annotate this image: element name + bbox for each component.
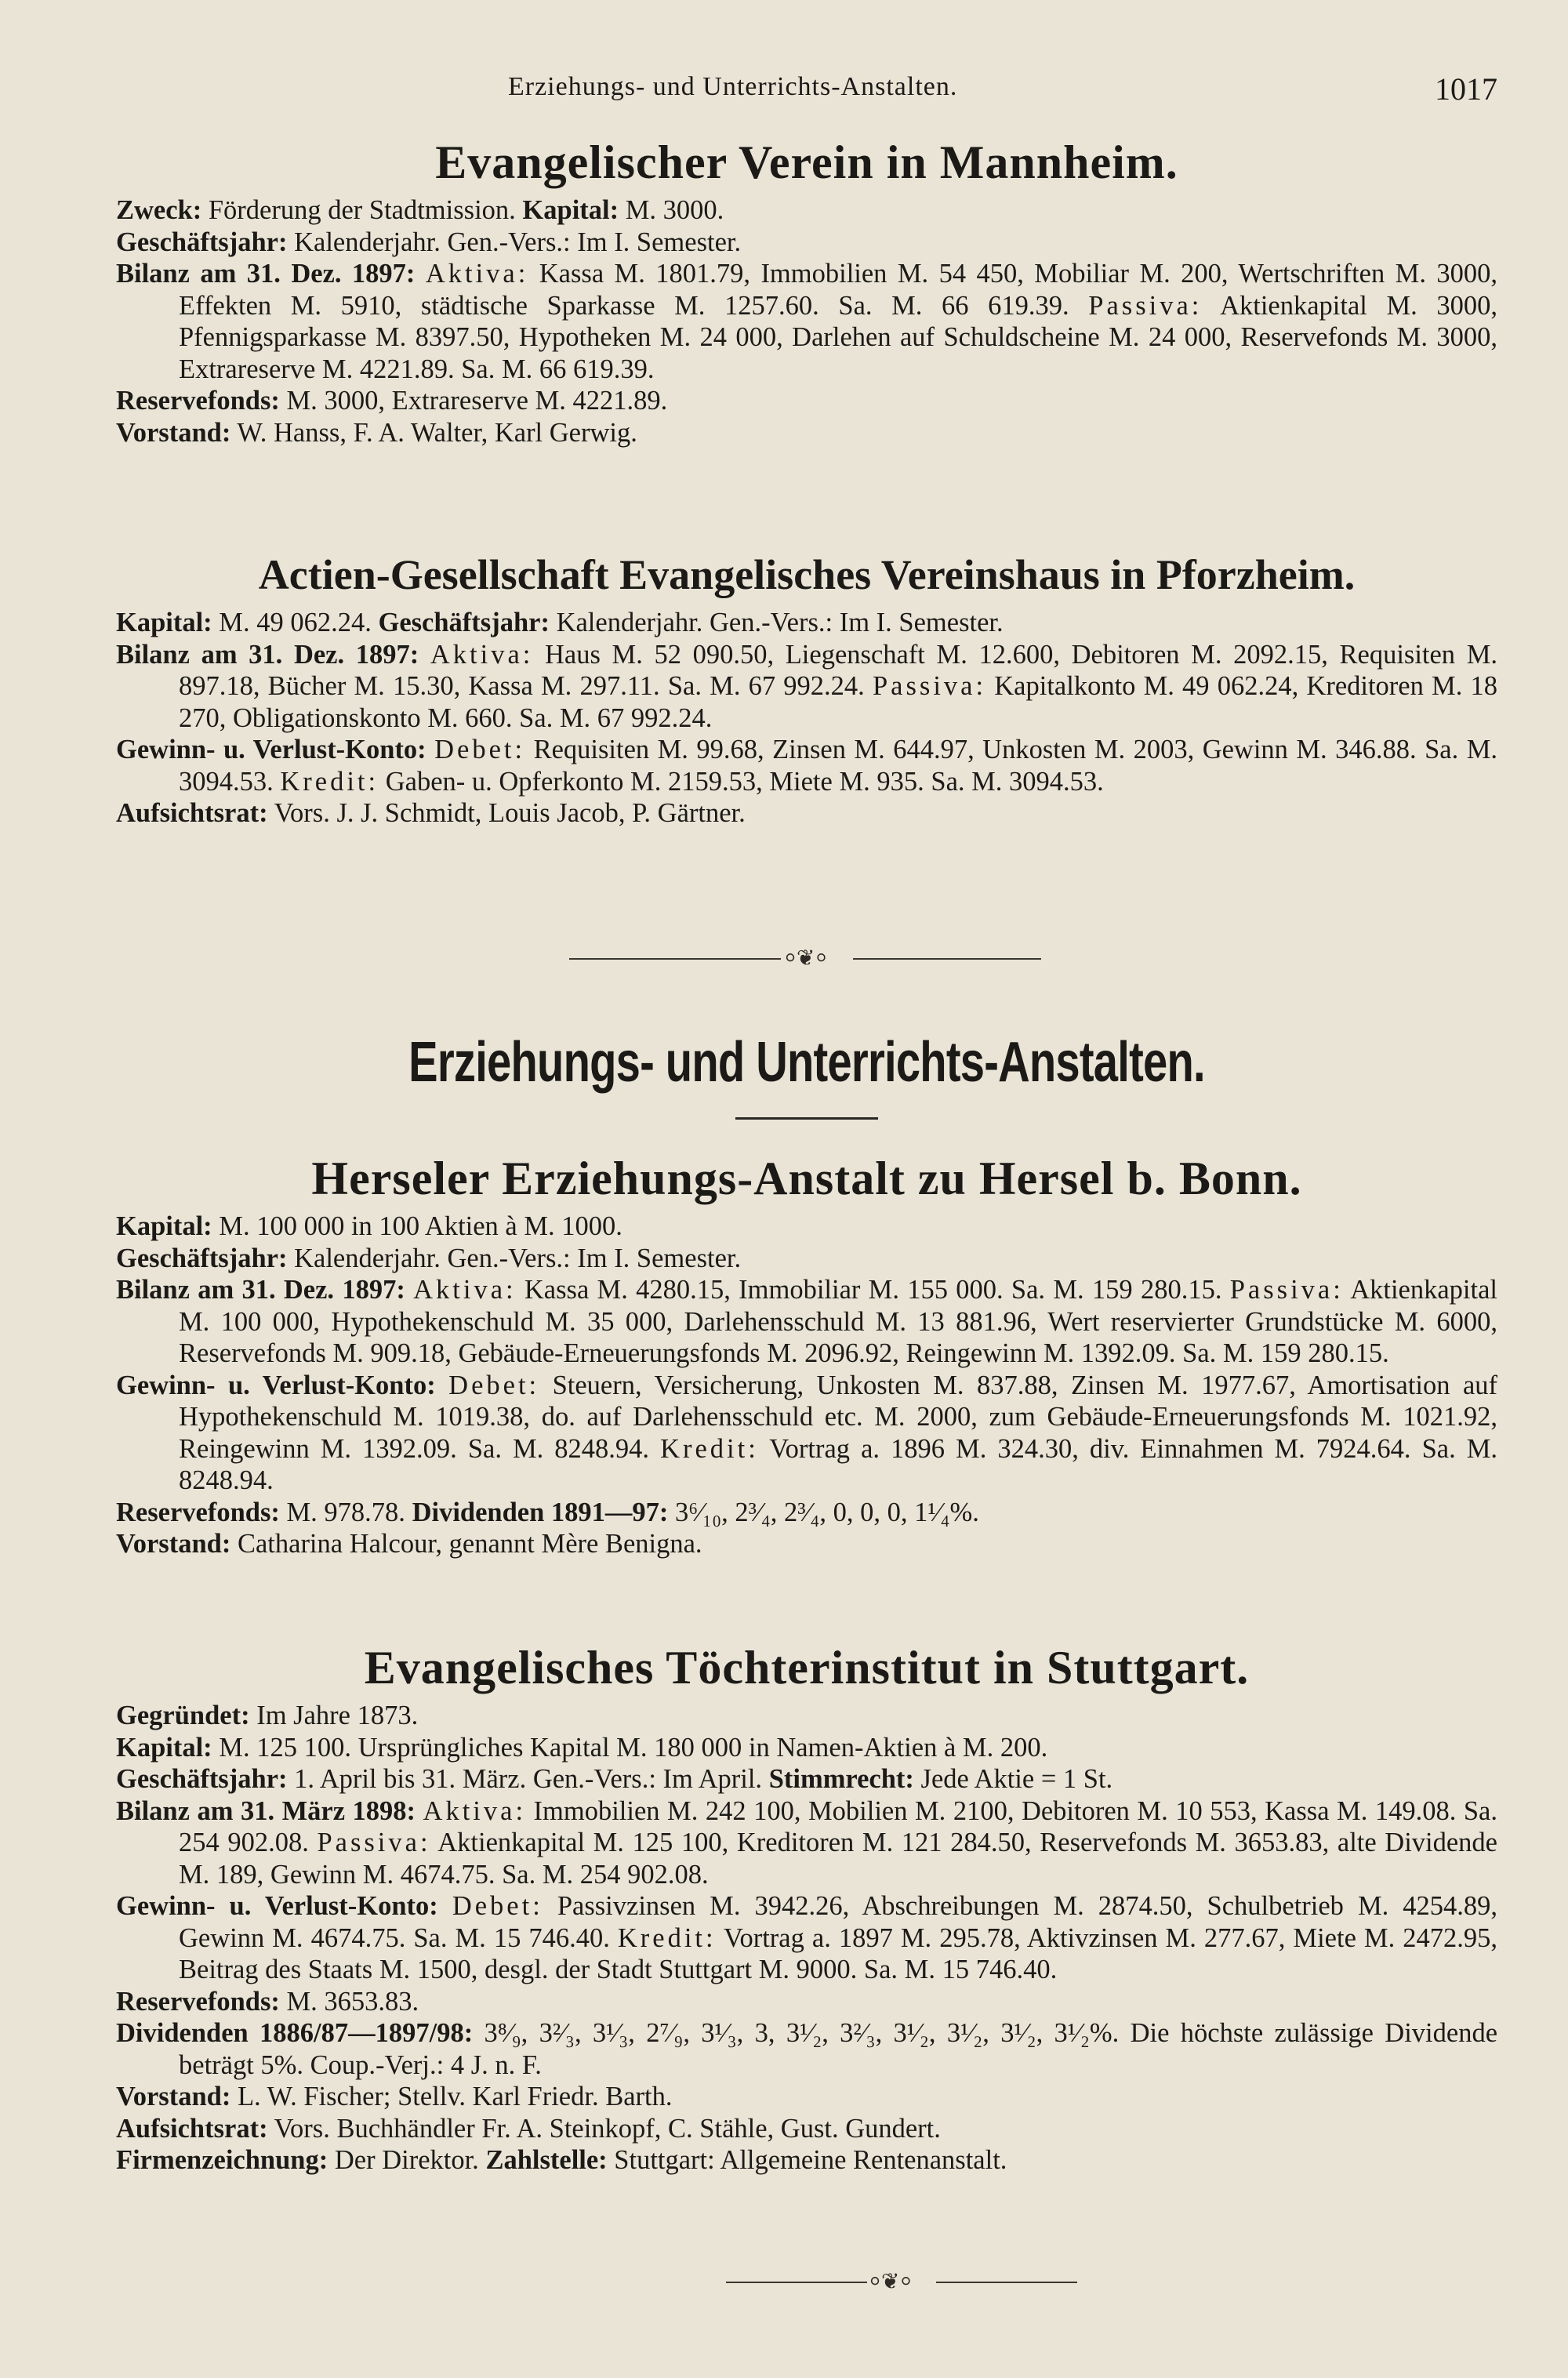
gj-text: Kalenderjahr. Gen.-Vers.: Im I. Semester. bbox=[287, 1243, 742, 1273]
stimmrecht-label: Stimmrecht: bbox=[768, 1764, 914, 1794]
kredit-label: Kredit: bbox=[280, 766, 379, 797]
company-name: Evangelischer Verein in Mannheim. bbox=[435, 136, 1178, 188]
aktiva-label: Aktiva: bbox=[430, 639, 534, 670]
aufsicht-text: Vors. Buchhändler Fr. A. Steinkopf, C. Stähle, Gust. Gundert. bbox=[267, 2113, 941, 2144]
vorstand-line bbox=[116, 2081, 1497, 2113]
geschaeftsjahr-line bbox=[116, 1243, 1497, 1275]
company-name: Evangelisches Töchterinstitut in Stuttgart. bbox=[364, 1642, 1250, 1694]
running-title: Erziehungs- und Unterrichts-Anstalten. bbox=[508, 72, 958, 101]
zweck-line bbox=[116, 194, 1497, 227]
kapital-label: Kapital: bbox=[116, 608, 212, 637]
bilanz-block bbox=[116, 1274, 1497, 1370]
dividenden-label: Dividenden 1886/87—1897/98: bbox=[116, 2018, 474, 2048]
gegruendet-text: Im Jahre 1873. bbox=[249, 1701, 419, 1730]
vorstand-text: W. Hanss, F. A. Walter, Karl Gerwig. bbox=[230, 417, 637, 448]
kapital-text: M. 3000. bbox=[619, 195, 724, 225]
debet-label: Debet: bbox=[434, 735, 526, 764]
bilanz-block bbox=[116, 258, 1497, 385]
debet-text: Passivzinsen M. 3942.26, Abschreibungen M. 2874.50, Schulbetrieb M. 4254.89, Gewinn M. 4674.75. Sa. M. 15 746.40. bbox=[179, 1891, 1498, 1953]
gewinn-verlust-block bbox=[116, 1890, 1497, 1986]
stimmrecht-text: Jede Aktie = 1 St. bbox=[913, 1764, 1113, 1794]
passiva-label: Passiva: bbox=[873, 671, 987, 701]
aktiva-text: Immobilien M. 242 100, Mobilien M. 2100, Debitoren M. 10 553, Kassa M. 149.08. Sa. 254 902.08. bbox=[179, 1795, 1497, 1857]
entry-toechterinstitut-stuttgart bbox=[116, 1640, 1497, 2177]
passiva-label: Passiva: bbox=[317, 1828, 431, 1857]
vorstand-text: Catharina Halcour, genannt Mère Benigna. bbox=[230, 1529, 702, 1559]
aktiva-text: Haus M. 52 090.50, Liegenschaft M. 12.600, Debitoren M. 2092.15, Requisiten M. 897.18, Bücher M. 15.30, Kassa M. 297.11. Sa. M. 67 992.24. bbox=[179, 639, 1497, 701]
zweck-text: Förderung der Stadtmission. bbox=[201, 195, 516, 225]
fleuron-icon: ⸰❦⸰ bbox=[784, 945, 828, 971]
bilanz-block bbox=[116, 1795, 1497, 1891]
aufsicht-label: Aufsichtsrat: bbox=[116, 798, 268, 828]
bilanz-label: Bilanz am 31. Dez. 1897: bbox=[116, 639, 419, 670]
reserve-text: M. 3000, Extrareserve M. 4221.89. bbox=[279, 386, 668, 416]
aufsichtsrat-line bbox=[116, 2113, 1497, 2145]
aktiva-label: Aktiva: bbox=[413, 1275, 517, 1305]
aktiva-text: Kassa M. 4280.15, Immobiliar M. 155 000. Sa. M. 159 280.15. bbox=[516, 1275, 1222, 1305]
aktiva-label: Aktiva: bbox=[425, 259, 529, 289]
section-rule bbox=[735, 1117, 878, 1120]
kredit-text: Vortrag a. 1896 M. 324.30, div. Einnahmen M. 7924.64. Sa. M. 8248.94. bbox=[179, 1433, 1498, 1495]
vorstand-label: Vorstand: bbox=[116, 1529, 231, 1559]
kapital-line bbox=[116, 1211, 1497, 1243]
kapital-line bbox=[116, 1732, 1497, 1764]
vorstand-label: Vorstand: bbox=[116, 417, 231, 448]
passiva-text: Aktienkapital M. 125 100, Kreditoren M. 121 284.50, Reservefonds M. 3653.83, alte Dividende M. 189, Gewinn M. 4674.75. Sa. M. 254 902.08. bbox=[179, 1828, 1497, 1890]
running-header bbox=[116, 72, 1497, 111]
firma-label: Firmenzeichnung: bbox=[116, 2145, 328, 2175]
firmenzeichnung-line bbox=[116, 2144, 1497, 2177]
debet-label: Debet: bbox=[452, 1891, 543, 1921]
kapital-label: Kapital: bbox=[116, 1211, 212, 1241]
gj-label: Geschäftsjahr: bbox=[116, 227, 288, 257]
reserve-text: M. 978.78. bbox=[279, 1497, 412, 1527]
passiva-text: Aktienkapital M. 3000, Pfennigsparkasse M. 8397.50, Hypotheken M. 24 000, Darlehen auf Schuldscheine M. 24 000, Reservefonds M. 3000, Extrareserve M. 4221.89. Sa. M. 66 619.39. bbox=[179, 290, 1497, 384]
zahlstelle-label: Zahlstelle: bbox=[485, 2145, 608, 2175]
kredit-label: Kredit: bbox=[617, 1922, 717, 1953]
gewinn-verlust-block bbox=[116, 1370, 1497, 1497]
dividenden-text: 3⁶⁄₁₀, 2³⁄₄, 2³⁄₄, 0, 0, 0, 1¹⁄₄%. bbox=[668, 1497, 979, 1527]
dividenden-block bbox=[116, 2017, 1497, 2081]
passiva-label: Passiva: bbox=[1088, 290, 1203, 321]
reserve-label: Reservefonds: bbox=[116, 386, 280, 416]
kapital-text: M. 100 000 in 100 Aktien à M. 1000. bbox=[212, 1211, 622, 1241]
debet-text: Requisiten M. 99.68, Zinsen M. 644.97, Unkosten M. 2003, Gewinn M. 346.88. Sa. M. 3094.53. bbox=[179, 735, 1497, 797]
dividenden-label: Dividenden 1891—97: bbox=[412, 1497, 669, 1527]
reservefonds-line bbox=[116, 1986, 1497, 2018]
gegruendet-line bbox=[116, 1700, 1497, 1732]
vorstand-label: Vorstand: bbox=[116, 2082, 231, 2111]
aktiva-label: Aktiva: bbox=[423, 1795, 527, 1826]
reservefonds-line bbox=[116, 385, 1497, 417]
kapital-line bbox=[116, 607, 1497, 639]
vorstand-text: L. W. Fischer; Stellv. Karl Friedr. Barth. bbox=[230, 2082, 673, 2111]
ornament-divider bbox=[116, 947, 1497, 971]
aufsicht-text: Vors. J. J. Schmidt, Louis Jacob, P. Gärtner. bbox=[267, 798, 746, 828]
passiva-text: Kapitalkonto M. 49 062.24, Kreditoren M. 18 270, Obligationskonto M. 660. Sa. M. 67 992.24. bbox=[179, 671, 1498, 733]
gj-label: Geschäftsjahr: bbox=[116, 1764, 288, 1794]
company-name: Actien-Gesellschaft Evangelisches Vereinshaus in Pforzheim. bbox=[258, 551, 1356, 598]
gewinn-verlust-block bbox=[116, 734, 1497, 797]
kapital-label: Kapital: bbox=[116, 1732, 212, 1763]
entry-evangelischer-verein bbox=[116, 135, 1497, 448]
kredit-text: Gaben- u. Opferkonto M. 2159.53, Miete M. 935. Sa. M. 3094.53. bbox=[379, 766, 1104, 797]
entry-vereinshaus-pforzheim bbox=[116, 547, 1497, 830]
gj-text: Kalenderjahr. Gen.-Vers.: Im I. Semester. bbox=[549, 608, 1004, 637]
fleuron-icon: ⸰❦⸰ bbox=[869, 2268, 913, 2294]
section-heading: Erziehungs- und Unterrichts-Anstalten. bbox=[408, 1031, 1205, 1094]
zweck-label: Zweck: bbox=[116, 195, 202, 225]
dividenden-text: 3⁸⁄₉, 3²⁄₃, 3¹⁄₃, 2⁷⁄₉, 3¹⁄₃, 3, 3¹⁄₂, 3²⁄₃, 3¹⁄₂, 3¹⁄₂, 3¹⁄₂, 3¹⁄₂%. Die höchste zulässige Dividende beträgt 5%. Coup.-Verj.: 4 J. n. F. bbox=[179, 2018, 1498, 2080]
kapital-text: M. 49 062.24. bbox=[212, 608, 372, 637]
debet-label: Debet: bbox=[448, 1370, 540, 1400]
vorstand-line bbox=[116, 417, 1497, 449]
gj-label: Geschäftsjahr: bbox=[116, 1243, 288, 1273]
zahlstelle-text: Stuttgart: Allgemeine Rentenanstalt. bbox=[607, 2145, 1007, 2175]
passiva-label: Passiva: bbox=[1229, 1275, 1344, 1305]
page-number: 1017 bbox=[1435, 71, 1497, 107]
vorstand-line bbox=[116, 1528, 1497, 1560]
firma-text: Der Direktor. bbox=[328, 2145, 486, 2175]
geschaeftsjahr-line bbox=[116, 227, 1497, 259]
guv-label: Gewinn- u. Verlust-Konto: bbox=[116, 1370, 436, 1400]
reserve-label: Reservefonds: bbox=[116, 1497, 280, 1527]
guv-label: Gewinn- u. Verlust-Konto: bbox=[116, 1891, 438, 1921]
gj-label: Geschäftsjahr: bbox=[378, 608, 550, 637]
entry-herseler-erziehungs-anstalt bbox=[116, 1151, 1497, 1560]
passiva-text: Aktienkapital M. 100 000, Hypothekenschuld M. 35 000, Darlehensschuld M. 13 881.96, Wert reservierter Grundstücke M. 6000, Reservefonds M. 909.18, Gebäude-Erneuerungsfonds M. 2096.92, Reingewinn M. 1392.09. Sa. M. 159 280.15. bbox=[179, 1275, 1497, 1368]
aufsichtsrat-line bbox=[116, 797, 1497, 830]
geschaeftsjahr-line bbox=[116, 1763, 1497, 1795]
aufsicht-label: Aufsichtsrat: bbox=[116, 2113, 268, 2144]
aktiva-text: Kassa M. 1801.79, Immobilien M. 54 450, Mobiliar M. 200, Wertschriften M. 3000, Effekten M. 5910, städtische Sparkasse M. 1257.60. Sa. M. 66 619.39. bbox=[179, 259, 1498, 321]
kapital-text: M. 125 100. Ursprüngliches Kapital M. 180 000 in Namen-Aktien à M. 200. bbox=[212, 1732, 1048, 1763]
kapital-label: Kapital: bbox=[522, 195, 619, 225]
debet-text: Steuern, Versicherung, Unkosten M. 837.88, Zinsen M. 1977.67, Amortisation auf Hypothekenschuld M. 1019.38, do. auf Darlehensschuld etc. M. 2000, zum Gebäude-Erneuerungsfonds M. 1021.92, Reingewinn M. 1392.09. Sa. M. 8248.94. bbox=[179, 1370, 1498, 1464]
kredit-label: Kredit: bbox=[660, 1433, 759, 1464]
company-name: Herseler Erziehungs-Anstalt zu Hersel b. Bonn. bbox=[311, 1153, 1302, 1204]
kredit-text: Vortrag a. 1897 M. 295.78, Aktivzinsen M. 277.67, Miete M. 2472.95, Beitrag des Staats M. 1500, desgl. der Stadt Stuttgart M. 9000. Sa. M. 15 746.40. bbox=[179, 1922, 1497, 1984]
reserve-text: M. 3653.83. bbox=[279, 1986, 419, 2017]
gegruendet-label: Gegründet: bbox=[116, 1701, 250, 1730]
bilanz-label: Bilanz am 31. Dez. 1897: bbox=[116, 259, 416, 289]
guv-label: Gewinn- u. Verlust-Konto: bbox=[116, 735, 426, 764]
gj-text: 1. April bis 31. März. Gen.-Vers.: Im April. bbox=[287, 1764, 769, 1794]
reservefonds-dividenden-line bbox=[116, 1497, 1497, 1529]
gj-text: Kalenderjahr. Gen.-Vers.: Im I. Semester. bbox=[287, 227, 742, 257]
bilanz-block bbox=[116, 639, 1497, 735]
reserve-label: Reservefonds: bbox=[116, 1986, 280, 2017]
bilanz-label: Bilanz am 31. Dez. 1897: bbox=[116, 1275, 405, 1305]
ornament-divider-bottom bbox=[116, 2268, 1497, 2294]
bilanz-label: Bilanz am 31. März 1898: bbox=[116, 1795, 416, 1826]
